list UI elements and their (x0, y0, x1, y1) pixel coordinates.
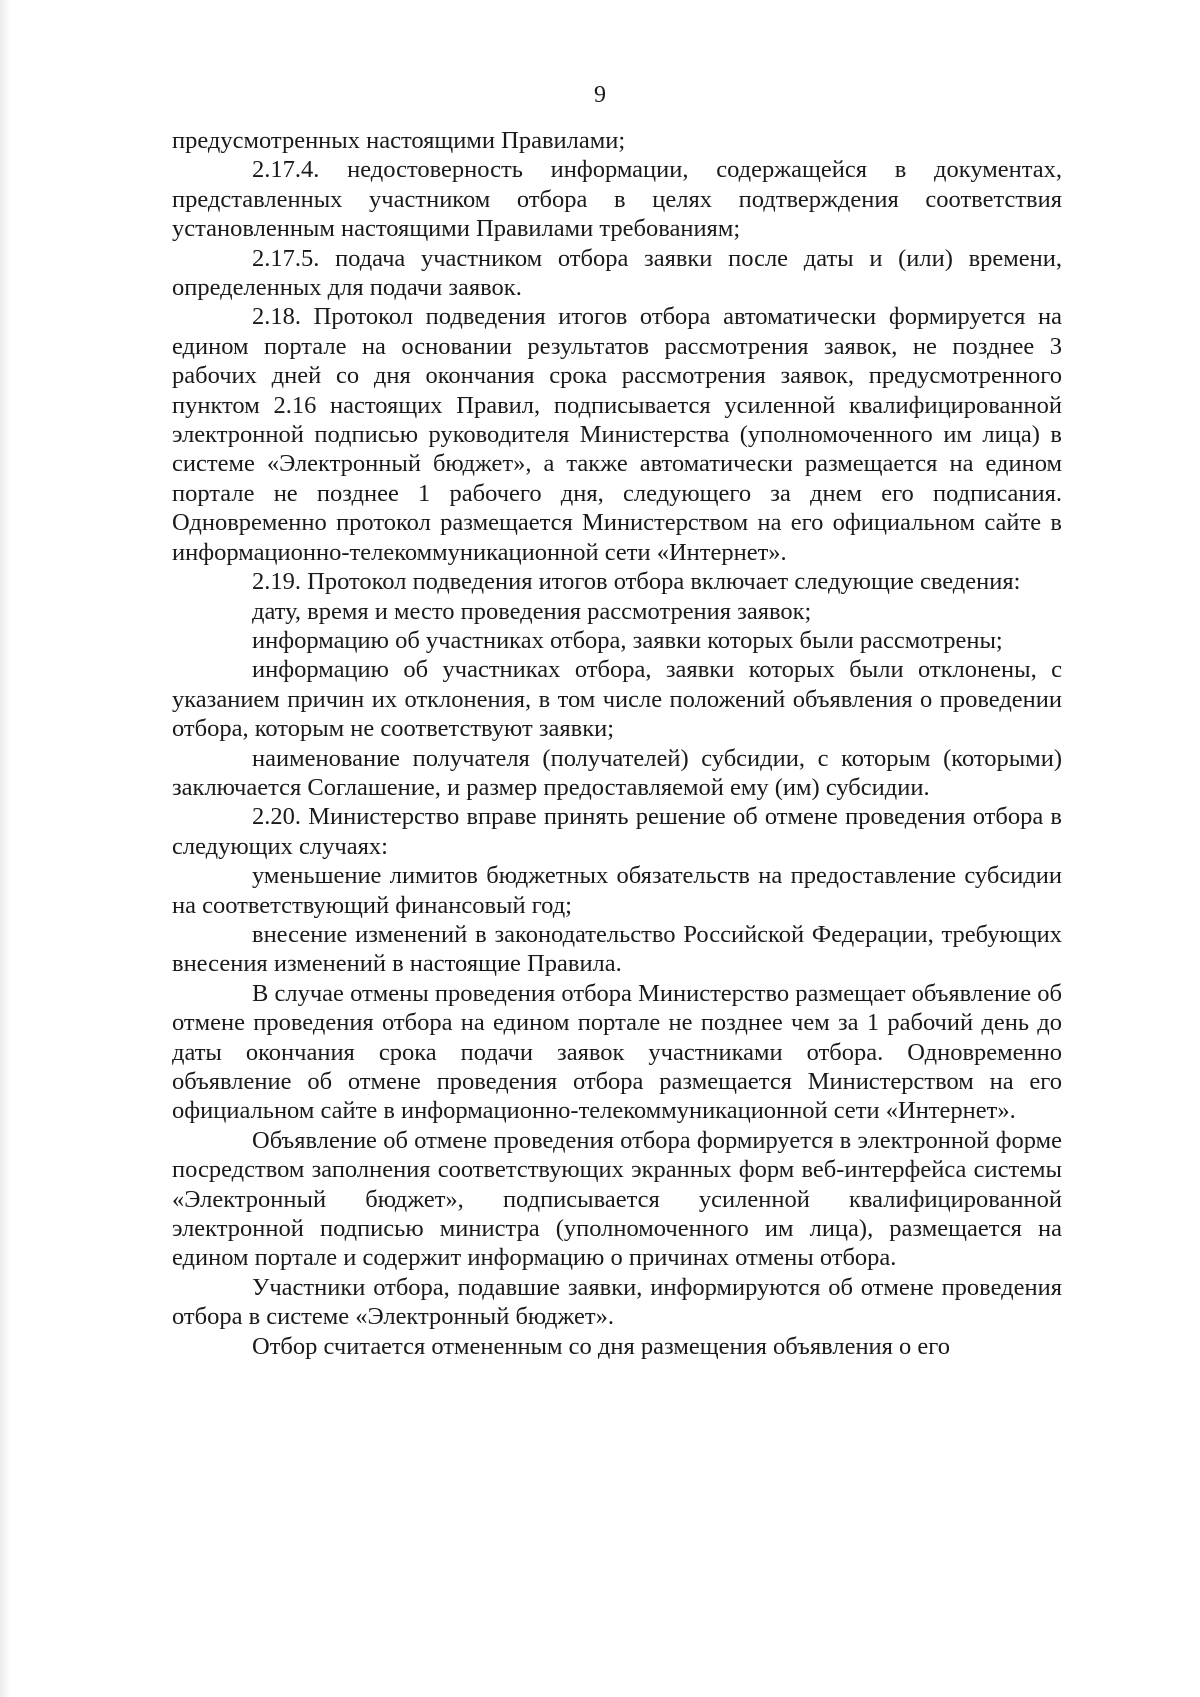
paragraph-2-19-item-rejected: информацию об участниках отбора, заявки которых были отклонены, с указанием причин их отклонения, в том числе положений объявления о проведении отбора, которым не соответствуют заявки; (172, 656, 1062, 743)
scan-edge (0, 0, 10, 1697)
paragraph-continuation: предусмотренных настоящими Правилами; (172, 127, 626, 154)
paragraph-2-19-item-recipient: наименование получателя (получателей) субсидии, с которым (которыми) заключается Соглашение, и размер предоставляемой ему (им) субсидии. (172, 744, 1062, 801)
paragraph-2-17-5: 2.17.5. подача участником отбора заявки после даты и (или) времени, определенных для подачи заявок. (172, 244, 1062, 302)
paragraph-cancellation-form: Объявление об отмене проведения отбора формируется в электронной форме посредством заполнения соответствующих экранных форм веб-интерфейса системы «Электронный бюджет», подписывается усиленной квалифицированной электронной подписью министра (уполномоченного им лица), размещается на едином портале и содержит информацию о причинах отмены отбора. (172, 1126, 1062, 1272)
paragraph-2-19: 2.19. Протокол подведения итогов отбора включает следующие сведения: (252, 568, 1021, 596)
paragraph-cancellation-effective: Отбор считается отмененным со дня размещения объявления о его (252, 1332, 950, 1360)
paragraph-2-20-item-legislation: внесение изменений в законодательство Российской Федерации, требующих внесения изменений в настоящие Правила. (172, 920, 1062, 978)
paragraph-cancellation-notice: В случае отмены проведения отбора Министерство размещает объявление об отмене проведения отбора на едином портале не позднее чем за 1 рабочий день до даты окончания срока подачи заявок участниками отбора. Одновременно объявление об отмене проведения отбора размещается Министерством на его официальном сайте в информационно-телекоммуникационной сети «Интернет». (172, 979, 1062, 1125)
paragraph-2-18: 2.18. Протокол подведения итогов отбора автоматически формируется на едином портале на основании результатов рассмотрения заявок, не позднее 3 рабочих дней со дня окончания срока рассмотрения заявок, предусмотренного пунктом 2.16 настоящих Правил, подписывается усиленной квалифицированной электронной подписью руководителя Министерства (уполномоченного им лица) в системе «Электронный бюджет», а также автоматически размещается на едином портале не позднее 1 рабочего дня, следующего за днем его подписания. Одновременно протокол размещается Министерством на его официальном сайте в информационно-телекоммуникационной сети «Интернет». (172, 303, 1062, 566)
paragraph-2-19-item-reviewed: информацию об участниках отбора, заявки которых были рассмотрены; (252, 626, 1003, 654)
paragraph-2-20: 2.20. Министерство вправе принять решение об отмене проведения отбора в следующих случаях: (172, 803, 1062, 860)
document-body (172, 126, 1062, 1361)
paragraph-participants-informed: Участники отбора, подавшие заявки, информируются об отмене проведения отбора в системе «Электронный бюджет». (172, 1273, 1062, 1331)
page-number: 9 (594, 82, 606, 108)
paragraph-2-20-item-limits: уменьшение лимитов бюджетных обязательств на предоставление субсидии на соответствующий финансовый год; (172, 862, 1062, 919)
paragraph-2-19-item-date: дату, время и место проведения рассмотрения заявок; (252, 597, 812, 625)
paragraph-2-17-4: 2.17.4. недостоверность информации, содержащейся в документах, представленных участником отбора в целях подтверждения соответствия установленным настоящими Правилами требованиям; (172, 156, 1062, 243)
